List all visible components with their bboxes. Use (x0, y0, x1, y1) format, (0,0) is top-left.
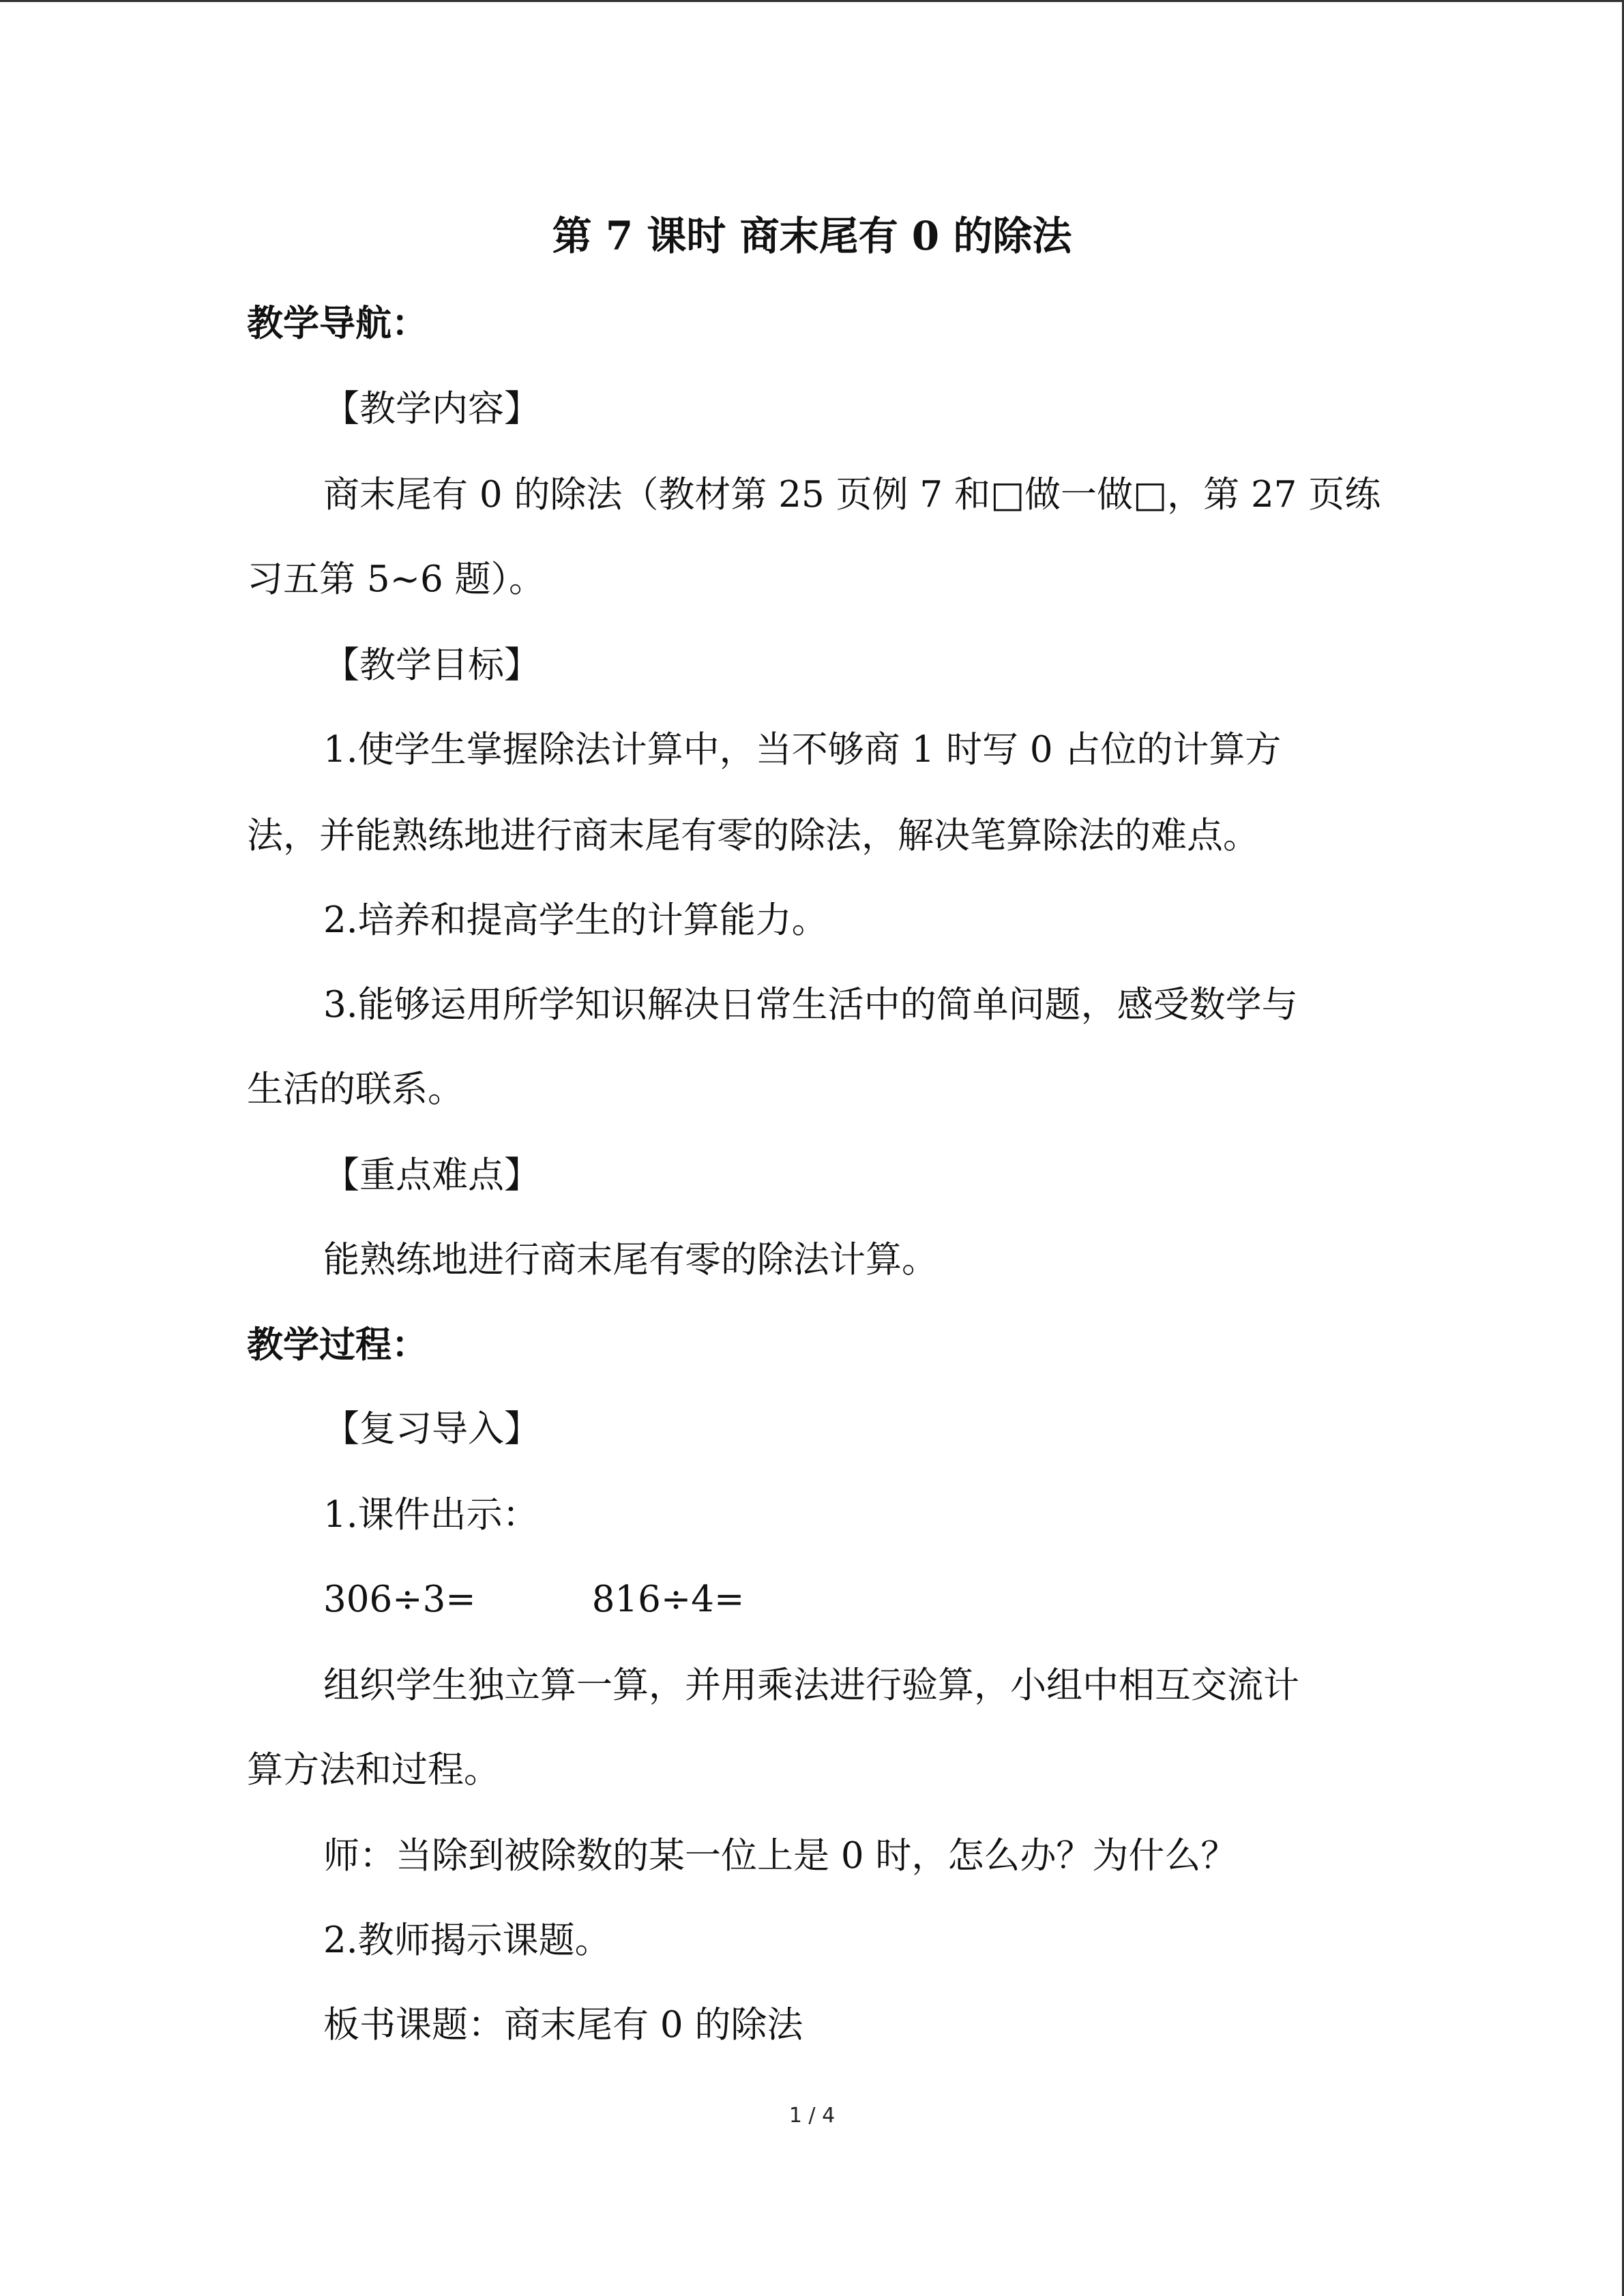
step-1: 1.课件出示： (323, 1494, 539, 1536)
teacher-question: 师：当除到被除数的某一位上是 0 时，怎么办？为什么？ (323, 1835, 1237, 1877)
review-label: 【复习导入】 (323, 1408, 540, 1450)
page-title: 第 7 课时 商末尾有 0 的除法 (552, 213, 1072, 259)
goal-2: 2.培养和提高学生的计算能力。 (323, 899, 828, 941)
goals-label: 【教学目标】 (323, 644, 540, 686)
goal-3-line-1: 3.能够运用所学知识解决日常生活中的简单问题，感受数学与 (323, 984, 1298, 1026)
goal-1-line-1: 1.使学生掌握除法计算中，当不够商 1 时写 0 占位的计算方 (323, 729, 1282, 771)
content-label: 【教学内容】 (323, 388, 540, 430)
nav-heading: 教学导航： (247, 302, 428, 344)
page-top-border (0, 0, 1624, 2)
calc-a: 306÷3= (323, 1579, 476, 1620)
paragraph-1-line-2: 算方法和过程。 (247, 1749, 500, 1791)
goal-3-line-2: 生活的联系。 (247, 1069, 464, 1110)
keypoints-text: 能熟练地进行商末尾有零的除法计算。 (323, 1239, 938, 1281)
content-text-line-1: 商末尾有 0 的除法（教材第 25 页例 7 和□做一做□，第 27 页练 (323, 474, 1381, 516)
content-text-line-2: 习五第 5~6 题）。 (247, 558, 546, 600)
calc-b: 816÷4= (591, 1579, 745, 1620)
calculation-row (323, 1574, 744, 1626)
step-2: 2.教师揭示课题。 (323, 1920, 611, 1961)
board-title: 板书课题：商末尾有 0 的除法 (323, 2004, 803, 2046)
paragraph-1-line-1: 组织学生独立算一算，并用乘法进行验算，小组中相互交流计 (323, 1665, 1299, 1706)
process-heading: 教学过程： (247, 1324, 428, 1366)
page-number: 1 / 4 (788, 2104, 836, 2128)
goal-1-line-2: 法，并能熟练地进行商末尾有零的除法，解决笔算除法的难点。 (247, 815, 1259, 856)
keypoints-label: 【重点难点】 (323, 1154, 540, 1196)
